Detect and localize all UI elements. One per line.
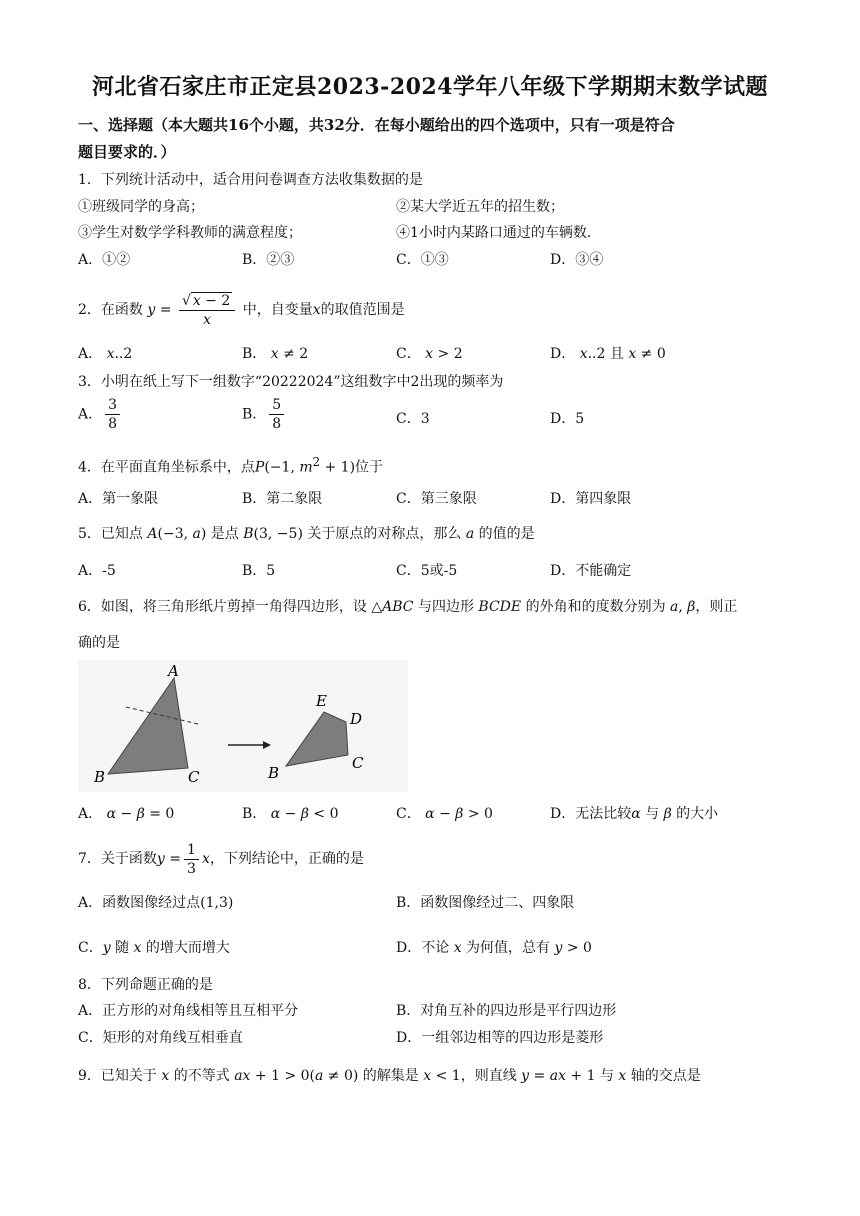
label-b2: B — [268, 764, 280, 782]
section-heading-line1: 一、选择题（本大题共16个小题，共32分．在每小题给出的四个选项中，只有一项是符合 — [78, 116, 675, 134]
q1-option-b: B．②③ — [242, 252, 295, 268]
label-b: B — [94, 768, 106, 786]
q1-item-3: ③学生对数学学科教师的满意程度； — [78, 225, 302, 241]
q4-stem: 4．在平面直角坐标系中，点P(−1, $m^2 + 1$)位于 — [78, 455, 384, 476]
q2-post: 中，自变量 — [242, 302, 313, 318]
q7-option-b: B．函数图像经过二、四象限 — [396, 895, 575, 911]
q3-stem: 3．小明在纸上写下一组数字“20222024”这组数字中2出现的频率为 — [78, 374, 504, 390]
q6-stem-line2: 确的是 — [78, 635, 120, 651]
q3-option-d: D．5 — [550, 411, 585, 427]
q1-option-c: C．①③ — [396, 252, 449, 268]
label-c2: C — [352, 754, 364, 772]
q8-options-row1 — [78, 1000, 798, 1024]
q5-options — [78, 560, 798, 584]
q6-option-c: C． α − β > 0 — [396, 806, 493, 822]
q1-items-row1 — [78, 196, 798, 220]
q8-option-b: B．对角互补的四边形是平行四边形 — [396, 1003, 617, 1019]
q1-option-d: D．③④ — [550, 252, 604, 268]
q2-option-d: D． x..2 且 x ≠ 0 — [550, 346, 666, 362]
q4-option-a: A．第一象限 — [78, 491, 159, 507]
q2-option-b: B． x ≠ 2 — [242, 346, 309, 362]
q6-options — [78, 803, 798, 827]
q8-options-row2 — [78, 1027, 798, 1051]
q2-stem: 2．在函数 y = $\frac{√ x - 2}{x}$ 中，自变量x的取值范围是 — [78, 292, 405, 328]
exam-title: 河北省石家庄市正定县2023-2024学年八年级下学期期末数学试题 — [91, 74, 769, 100]
q1-items-row2 — [78, 222, 798, 246]
q2-pre: 2．在函数 — [78, 302, 143, 318]
q8-stem: 8．下列命题正确的是 — [78, 977, 213, 993]
q1-item-4: ④1小时内某路口通过的车辆数． — [396, 225, 601, 241]
q8-option-c: C．矩形的对角线互相垂直 — [78, 1030, 243, 1046]
q8-option-d: D．一组邻边相等的四边形是菱形 — [396, 1030, 604, 1046]
q6-option-b: B． α − β < 0 — [242, 806, 339, 822]
q4-options — [78, 488, 798, 512]
q1-options — [78, 249, 798, 273]
q3-option-c: C．3 — [396, 411, 430, 427]
q7-option-c: C．y 随 x 的增大而增大 — [78, 940, 230, 956]
label-c: C — [188, 768, 200, 786]
q5-option-d: D．不能确定 — [550, 563, 632, 579]
section-heading-line2: 题目要求的．） — [78, 143, 176, 161]
q5-option-b: B．5 — [242, 563, 276, 579]
q7-option-d: D．不论 x 为何值，总有 y > 0 — [396, 940, 592, 956]
q3-option-b: B． $\frac{5}{8}$ — [242, 396, 287, 433]
q7-stem: 7．关于函数y = $\frac{1}{3}$ x，下列结论中，正确的是 — [78, 841, 364, 877]
q5-stem: 5．已知点 A(−3, a) 是点 B(3, −5) 关于原点的对称点，那么 a 的值的是 — [78, 526, 535, 542]
q3-option-a: A． $\frac{3}{8}$ — [78, 396, 123, 433]
section-heading — [78, 112, 778, 166]
q1-option-a: A．①② — [78, 252, 131, 268]
q2-options — [78, 343, 798, 367]
q1-item-1: ①班级同学的身高； — [78, 199, 204, 215]
label-a: A — [168, 662, 179, 680]
q6-stem-line1: 6．如图，将三角形纸片剪掉一角得四边形，设 △ABC 与四边形 BCDE 的外角和的度数分别为 a, β，则正 — [78, 599, 738, 615]
q1-stem: 1．下列统计活动中，适合用问卷调查方法收集数据的是 — [78, 172, 423, 188]
q2-option-a: A． x..2 — [78, 346, 133, 362]
q5-option-a: A．-5 — [78, 563, 116, 579]
label-e: E — [316, 692, 327, 710]
q4-option-b: B．第二象限 — [242, 491, 323, 507]
q6-option-a: A． α − β = 0 — [78, 806, 175, 822]
q2-function-fraction: $\frac{√ x - 2}{x}$ — [179, 292, 235, 329]
q7-options-row2 — [78, 937, 798, 961]
q6-figure — [78, 660, 408, 792]
q5-option-c: C．5或-5 — [396, 563, 458, 579]
q4-option-c: C．第三象限 — [396, 491, 477, 507]
q7-options-row1 — [78, 892, 798, 916]
q6-option-d: D．无法比较α 与 β 的大小 — [550, 806, 719, 822]
q9-stem: 9．已知关于 x 的不等式 ax + 1 > 0(a ≠ 0) 的解集是 x < 1，则直线 y = ax + 1 与 x 轴的交点是 — [78, 1068, 701, 1084]
q8-option-a: A．正方形的对角线相等且互相平分 — [78, 1003, 299, 1019]
q3-options — [78, 396, 798, 442]
q1-item-2: ②某大学近五年的招生数； — [396, 199, 564, 215]
q2-option-c: C． x > 2 — [396, 346, 463, 362]
q7-option-a: A．函数图像经过点(1,3) — [78, 895, 234, 911]
q4-option-d: D．第四象限 — [550, 491, 632, 507]
q2-post2: 的取值范围是 — [320, 302, 405, 318]
label-d: D — [350, 710, 363, 728]
